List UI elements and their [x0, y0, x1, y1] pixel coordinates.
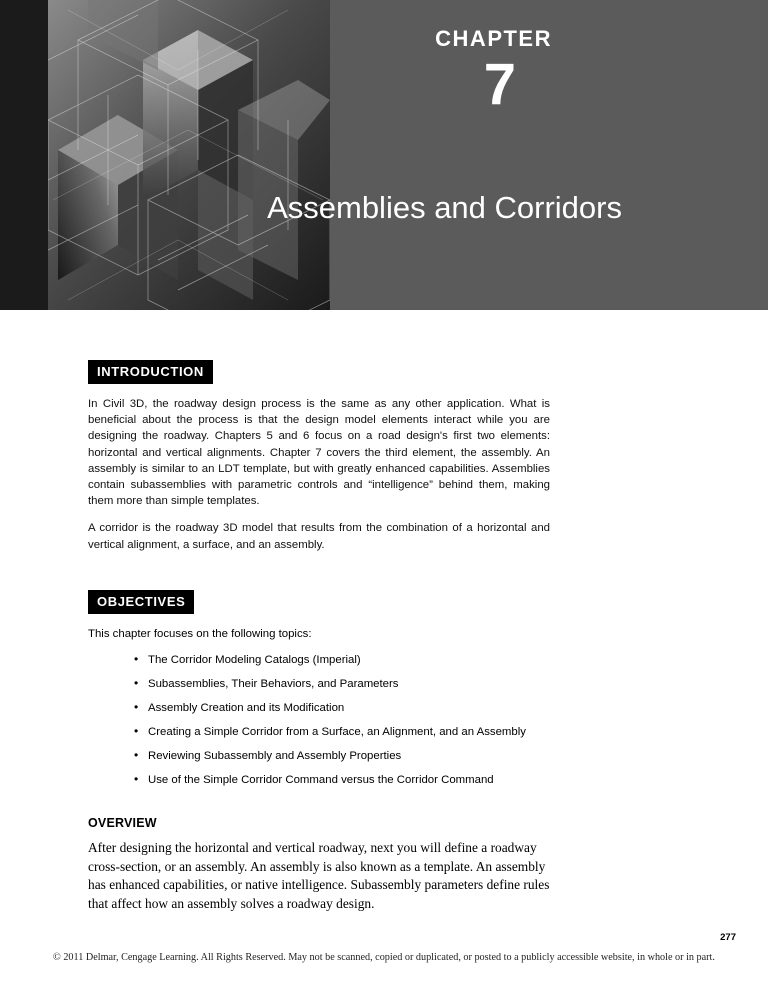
chapter-title: Assemblies and Corridors: [267, 190, 622, 225]
objectives-list: [88, 652, 550, 788]
introduction-paragraph-1: In Civil 3D, the roadway design process is the same as any other application. What is beneficial about the process is that the design model elements interact while you are designing the roadway. Chapters 5 and 6 focus on a road design's first two elements: horizontal and vertical alignments. Chapter 7 covers the third element, the assembly. An assembly is similar to an LDT template, but with greatly enhanced capabilities. Assemblies contain subassemblies with parametric controls and “intelligence” behind them, making them more than simple templates.: [88, 398, 550, 508]
chapter-label: CHAPTER: [435, 26, 552, 51]
chapter-number: 7: [483, 52, 516, 117]
banner-left-strip: [0, 0, 48, 310]
list-item: • Assembly Creation and its Modification: [134, 700, 550, 716]
list-item: • Subassemblies, Their Behaviors, and Parameters: [134, 676, 550, 692]
chapter-banner: [0, 0, 768, 310]
list-item: • The Corridor Modeling Catalogs (Imperial): [134, 652, 550, 668]
wireframe-city-graphic: [48, 0, 330, 310]
introduction-paragraph-2: A corridor is the roadway 3D model that results from the combination of a horizontal and vertical alignment, a surface, and an assembly.: [88, 522, 550, 551]
introduction-heading: INTRODUCTION: [88, 360, 213, 384]
banner-artwork: [48, 0, 330, 310]
page-content: [88, 360, 550, 913]
objectives-lead: This chapter focuses on the following topics:: [88, 627, 312, 640]
list-item: • Reviewing Subassembly and Assembly Properties: [134, 748, 550, 764]
overview-heading: OVERVIEW: [88, 816, 157, 831]
list-item: • Creating a Simple Corridor from a Surface, an Alignment, and an Assembly: [134, 724, 550, 740]
page-number: 277: [720, 932, 736, 943]
overview-paragraph: After designing the horizontal and vertical roadway, next you will define a roadway cross-section, or an assembly. An assembly is also known as a template. An assembly has enhanced capabilities, or native intelligence. Subassembly parameters define rules that affect how an assembly solves a roadway design.: [88, 840, 550, 911]
objectives-heading: OBJECTIVES: [88, 590, 194, 614]
list-item: • Use of the Simple Corridor Command versus the Corridor Command: [134, 772, 550, 788]
copyright-notice: © 2011 Delmar, Cengage Learning. All Rights Reserved. May not be scanned, copied or duplicated, or posted to a publicly accessible website, in whole or in part.: [53, 952, 715, 963]
